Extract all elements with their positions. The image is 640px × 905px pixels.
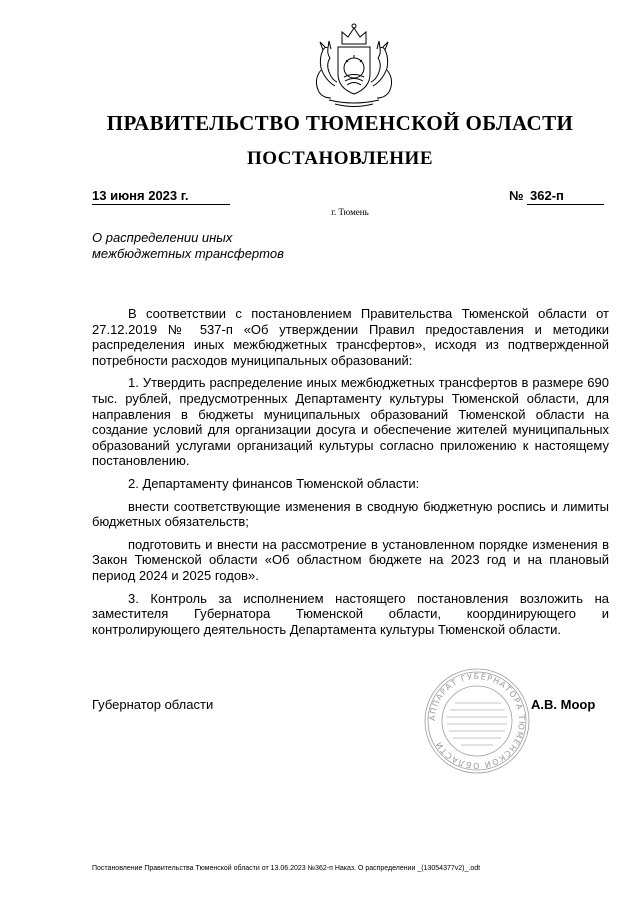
- document-footer: Постановление Правительства Тюменской области от 13.06.2023 №362-п Наказ. О распределении _(13054377v2)_.odt: [92, 865, 481, 872]
- document-city: г. Тюмень: [331, 207, 369, 217]
- official-seal-icon: [423, 667, 531, 775]
- signer-name: А.В. Моор: [531, 697, 596, 712]
- subject-line: О распределении иных: [92, 230, 233, 245]
- document-type: ПОСТАНОВЛЕНИЕ: [246, 148, 434, 169]
- document-body: [92, 306, 609, 644]
- number-sign: №: [509, 188, 524, 203]
- svg-text:АППАРАТ ГУБЕРНАТОРА ТЮМЕНСКОЙ: [428, 672, 526, 771]
- body-paragraph: 2. Департаменту финансов Тюменской области:: [128, 475, 420, 491]
- body-paragraph: 3. Контроль за исполнением настоящего постановления возложить на заместителя Губернатора Тюменской области, координирующего и контролирующего деятельность Департамента культуры Тюменской области.: [92, 590, 609, 637]
- body-paragraph: 1. Утвердить распределение иных межбюджетных трансфертов в размере 690 тыс. рублей, предусмотренных Департаменту культуры Тюменской области, для направления в бюджеты муниципальных образований Тюменской области на создание условий для организации досуга и обеспечение жителей муниципальных образований услугами организаций культуры согласно приложению к настоящему постановлению.: [92, 375, 609, 469]
- body-paragraph: внести соответствующие изменения в сводную бюджетную роспись и лимиты бюджетных обязательств;: [92, 498, 609, 530]
- subject-line: межбюджетных трансфертов: [92, 246, 284, 261]
- body-paragraph: В соответствии с постановлением Правительства Тюменской области от 27.12.2019 № 537-п «Об утверждении Правил предоставления и методики распределения иных межбюджетных трансфертов», исходя из подтвержденной потребности расходов муниципальных образований:: [92, 306, 609, 368]
- body-paragraph: подготовить и внести на рассмотрение в установленном порядке изменения в Закон Тюменской области «Об областном бюджете на 2023 год и на плановый период 2024 и 2025 годов».: [92, 536, 609, 583]
- document-number: 362-п: [527, 188, 604, 205]
- document-date: 13 июня 2023 г.: [92, 188, 230, 205]
- document-subject: [92, 230, 332, 262]
- organization-title: ПРАВИТЕЛЬСТВО ТЮМЕНСКОЙ ОБЛАСТИ: [106, 111, 574, 135]
- coat-of-arms-icon: [301, 22, 407, 110]
- signer-position: Губернатор области: [92, 697, 214, 712]
- seal-text: АППАРАТ ГУБЕРНАТОРА ТЮМЕНСКОЙ ОБЛАСТИ: [427, 671, 527, 771]
